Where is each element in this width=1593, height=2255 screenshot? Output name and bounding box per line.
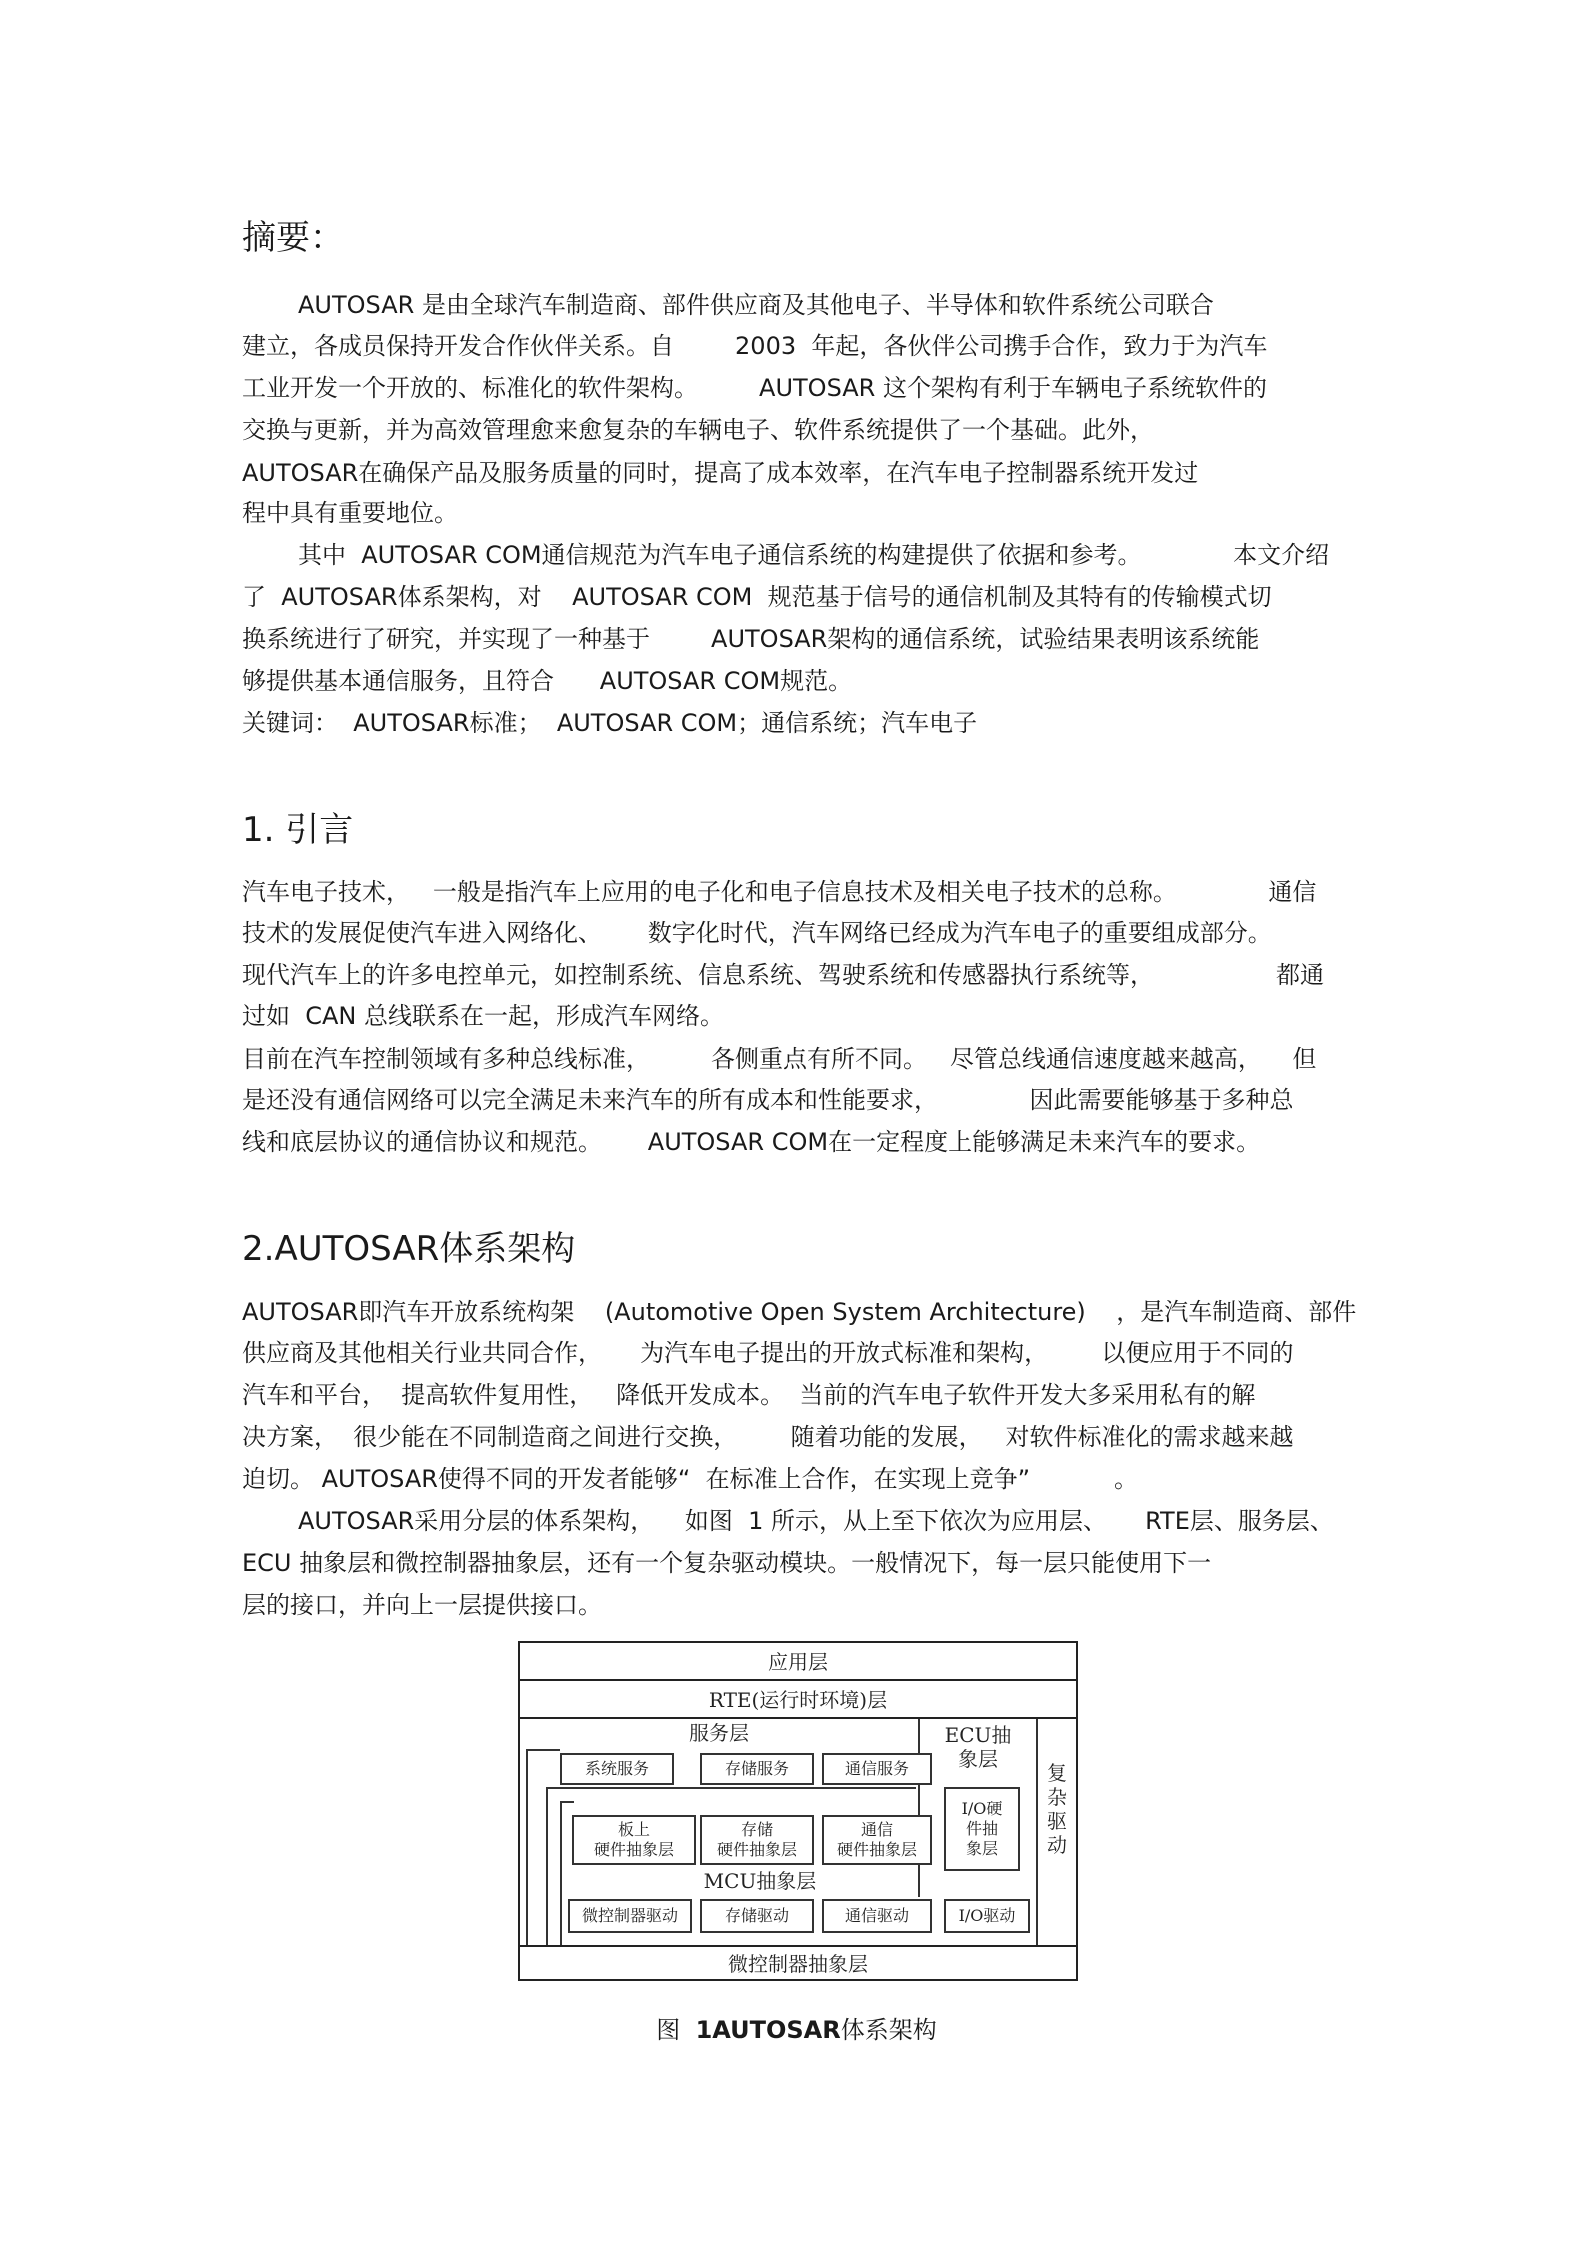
fig-outline-outer-top <box>526 1749 560 1751</box>
architecture-line: 层的接口，并向上一层提供接口。 <box>242 1591 602 1619</box>
fig-mcu-driver-box: 微控制器驱动 <box>568 1899 692 1933</box>
architecture-line: ECU 抽象层和微控制器抽象层，还有一个复杂驱动模块。一般情况下，每一层只能使用下一 <box>242 1549 1212 1577</box>
caption-title: 体系架构 <box>840 2016 937 2044</box>
fig-outline-middle <box>546 1787 548 1945</box>
figure-caption <box>0 2015 1593 2045</box>
caption-figure-number: 1AUTOSAR <box>695 2016 841 2044</box>
fig-service-layer-label: 服务层 <box>689 1721 749 1745</box>
fig-comm-service-box: 通信服务 <box>822 1753 932 1785</box>
fig-storage-service-box: 存储服务 <box>700 1753 814 1785</box>
architecture-line: 供应商及其他相关行业共同合作， 为汽车电子提出的开放式标准和架构， 以便应用于不同的 <box>242 1339 1294 1367</box>
abstract-line: 其中 AUTOSAR COM通信规范为汽车电子通信系统的构建提供了依据和参考。 本文介绍 <box>298 541 1330 569</box>
intro-line: 过如 CAN 总线联系在一起，形成汽车网络。 <box>242 1002 725 1030</box>
intro-line: 线和底层协议的通信协议和规范。 AUTOSAR COM在一定程度上能够满足未来汽车的要求。 <box>242 1128 1261 1156</box>
fig-rte-layer: RTE(运行时环境)层 <box>520 1681 1076 1719</box>
intro-line: 是还没有通信网络可以完全满足未来汽车的所有成本和性能要求， 因此需要能够基于多种总 <box>242 1086 1294 1114</box>
abstract-heading: 摘要： <box>242 218 344 258</box>
fig-storage-driver-box: 存储驱动 <box>700 1899 814 1933</box>
abstract-line: 交换与更新，并为高效管理愈来愈复杂的车辆电子、软件系统提供了一个基础。此外， <box>242 416 1154 444</box>
fig-onboard-hw-box: 板上 硬件抽象层 <box>572 1815 696 1865</box>
fig-outline-middle-top <box>546 1787 916 1789</box>
intro-line: 现代汽车上的许多电控单元，如控制系统、信息系统、驾驶系统和传感器执行系统等， 都通 <box>242 961 1325 989</box>
autosar-architecture-figure <box>518 1641 1078 1981</box>
intro-line: 技术的发展促使汽车进入网络化、 数字化时代，汽车网络已经成为汽车电子的重要组成部分。 <box>242 919 1272 947</box>
section-heading-architecture: 2.AUTOSAR体系架构 <box>242 1229 576 1269</box>
architecture-line: 决方案， 很少能在不同制造商之间进行交换， 随着功能的发展， 对软件标准化的需求越来越 <box>242 1423 1294 1451</box>
fig-system-service-box: 系统服务 <box>560 1753 674 1785</box>
section-heading-intro: 1. 引言 <box>242 810 354 850</box>
abstract-line: 够提供基本通信服务，且符合 AUTOSAR COM规范。 <box>242 667 853 695</box>
abstract-line: 工业开发一个开放的、标准化的软件架构。 AUTOSAR 这个架构有利于车辆电子系统软件的 <box>242 374 1267 402</box>
fig-io-hw-box: I/O硬 件抽 象层 <box>944 1787 1020 1871</box>
abstract-line: 了 AUTOSAR体系架构，对 AUTOSAR COM 规范基于信号的通信机制及其特有的传输模式切 <box>242 583 1272 611</box>
fig-complex-driver-label: 复 杂 驱 动 <box>1047 1761 1067 1857</box>
intro-line: 汽车电子技术， 一般是指汽车上应用的电子化和电子信息技术及相关电子技术的总称。 通信 <box>242 878 1317 906</box>
abstract-line: AUTOSAR 是由全球汽车制造商、部件供应商及其他电子、半导体和软件系统公司联合 <box>298 291 1214 319</box>
intro-line: 目前在汽车控制领域有多种总线标准， 各侧重点有所不同。 尽管总线通信速度越来越高， 但 <box>242 1045 1317 1073</box>
fig-application-layer: 应用层 <box>520 1643 1076 1681</box>
abstract-line: 程中具有重要地位。 <box>242 499 458 527</box>
architecture-line: 迫切。 AUTOSAR使得不同的开发者能够“ 在标准上合作，在实现上竞争” 。 <box>242 1465 1138 1493</box>
fig-storage-hw-box: 存储 硬件抽象层 <box>700 1815 814 1865</box>
architecture-line: AUTOSAR即汽车开放系统构架 (Automotive Open System Architecture) ，是汽车制造商、部件 <box>242 1298 1357 1326</box>
fig-outline-outer <box>526 1749 528 1945</box>
abstract-line: AUTOSAR在确保产品及服务质量的同时，提高了成本效率，在汽车电子控制器系统开发过 <box>242 459 1199 487</box>
fig-io-driver-box: I/O驱动 <box>944 1899 1030 1933</box>
architecture-line: 汽车和平台， 提高软件复用性， 降低开发成本。 当前的汽车电子软件开发大多采用私有的解 <box>242 1381 1256 1409</box>
keywords-line: 关键词： AUTOSAR标准； AUTOSAR COM；通信系统；汽车电子 <box>242 709 978 737</box>
fig-comm-driver-box: 通信驱动 <box>822 1899 932 1933</box>
fig-mcu-layer-label: MCU抽象层 <box>703 1869 817 1893</box>
architecture-line: AUTOSAR采用分层的体系架构， 如图 1 所示，从上至下依次为应用层、 RTE层、服务层、 <box>298 1507 1334 1535</box>
fig-ecu-layer-label: ECU抽 象层 <box>944 1723 1012 1771</box>
abstract-line: 建立，各成员保持开发合作伙伴关系。自 2003 年起，各伙伴公司携手合作，致力于为汽车 <box>242 332 1268 360</box>
fig-outline-inner-top <box>560 1801 574 1803</box>
caption-prefix: 图 <box>656 2016 696 2044</box>
abstract-line: 换系统进行了研究，并实现了一种基于 AUTOSAR架构的通信系统，试验结果表明该系统能 <box>242 625 1260 653</box>
fig-microcontroller-abstraction-layer: 微控制器抽象层 <box>520 1945 1076 1979</box>
fig-comm-hw-box: 通信 硬件抽象层 <box>822 1815 932 1865</box>
